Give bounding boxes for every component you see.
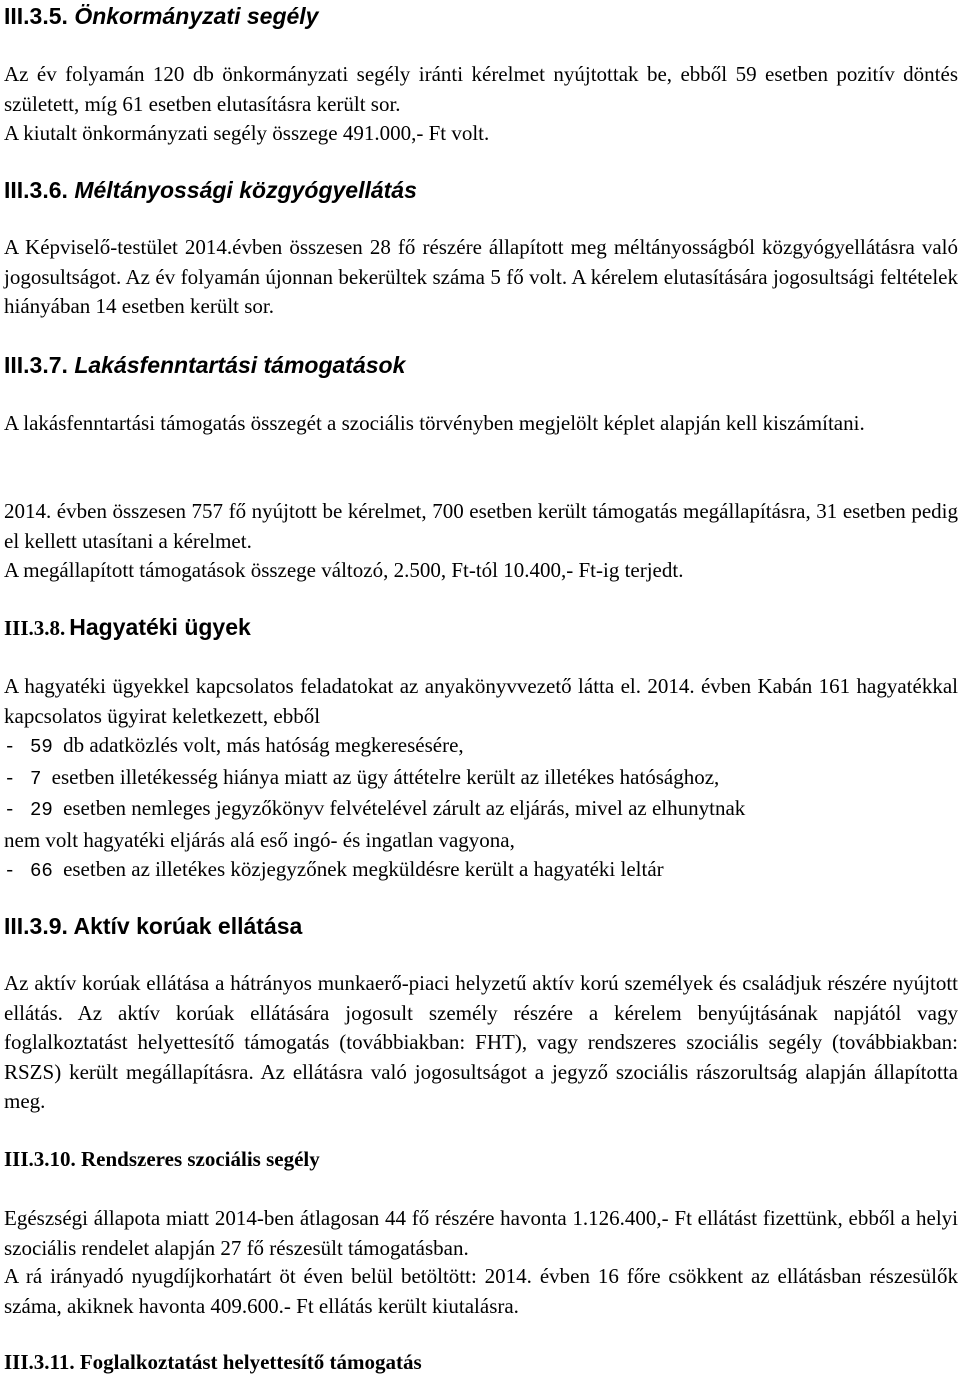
heading-title: Hagyatéki ügyek bbox=[69, 614, 251, 640]
paragraph-aktiv-koruak: Az aktív korúak ellátása a hátrányos munkaerő-piaci helyzetű aktív korú személyek és családjuk részére nyújtott ellátás. Az aktív korúak ellátására jogosult személy részére a kérelem benyújtásának napjától vagy foglalkoztatást helyettesítő támogatás (továbbiakban: FHT), vagy rendszeres szociális segély (továbbiakban: RSZS) került megállapításra. Az ellátásra való jogosultságot a jegyző szociális rászorultság alapján állapította meg. bbox=[4, 971, 958, 1113]
hagyateki-list bbox=[4, 731, 958, 887]
heading-iii-3-11: III.3.11. Foglalkoztatást helyettesítő támogatás bbox=[4, 1350, 422, 1374]
list-dash: - bbox=[4, 767, 16, 790]
list-text: db adatközlés volt, más hatóság megkeresésére, bbox=[63, 733, 464, 757]
heading-title: Lakásfenntartási támogatások bbox=[74, 352, 406, 378]
list-text: esetben illetékesség hiánya miatt az ügy áttételre került az illetékes hatósághoz, bbox=[51, 764, 720, 789]
paragraph-lakasfenntartasi-kerelmek: 2014. évben összesen 757 fő nyújtott be kérelmet, 700 esetben került támogatás megállapításra, 31 esetben pedig el kellett utasítani a kérelmet. bbox=[4, 499, 958, 553]
list-number: 66 bbox=[30, 860, 53, 882]
list-number: 29 bbox=[30, 799, 53, 821]
paragraph-rendszeres-segely-2: A rá irányadó nyugdíjkorhatárt öt éven belül betöltött: 2014. évben 16 főre csökkent az ellátásban részesülők száma, akiknek havonta 409.600.- Ft ellátás került kiutalásra. bbox=[4, 1264, 958, 1318]
heading-iii-3-6 bbox=[4, 176, 958, 204]
heading-number: III.3.5. bbox=[4, 3, 68, 29]
list-number: 59 bbox=[30, 736, 53, 758]
paragraph-hagyateki: A hagyatéki ügyekkel kapcsolatos feladatokat az anyakönyvvezető látta el. 2014. évben Kabán 161 hagyatékkal kapcsolatos ügyirat keletkezett, ebből bbox=[4, 674, 958, 728]
list-text: esetben az illetékes közjegyzőnek megküldésre került a hagyatéki leltár bbox=[63, 857, 664, 881]
list-dash: - bbox=[4, 736, 16, 758]
heading-iii-3-8 bbox=[4, 613, 958, 642]
paragraph-kiutalt-osszeg: A kiutalt önkormányzati segély összege 491.000,- Ft volt. bbox=[4, 121, 490, 145]
heading-iii-3-5 bbox=[4, 2, 958, 30]
heading-number: III.3.8. bbox=[4, 616, 66, 640]
heading-iii-3-10: III.3.10. Rendszeres szociális segély bbox=[4, 1147, 320, 1171]
list-item bbox=[4, 855, 958, 887]
paragraph-lakasfenntartasi-szamitas: A lakásfenntartási támogatás összegét a szociális törvényben megjelölt képlet alapján kell kiszámítani. bbox=[4, 411, 865, 435]
paragraph-onkormanyzati-segely: Az év folyamán 120 db önkormányzati segély iránti kérelmet nyújtottak be, ebből 59 esetben pozitív döntés született, míg 61 esetben elutasításra került sor. bbox=[4, 62, 958, 116]
list-dash: - bbox=[4, 799, 16, 821]
heading-number: III.3.9. bbox=[4, 913, 68, 939]
heading-title: Aktív korúak ellátása bbox=[73, 913, 303, 939]
paragraph-rendszeres-segely-1: Egészségi állapota miatt 2014-ben átlagosan 44 fő részére havonta 1.126.400,- Ft ellátást fizettünk, ebből a helyi szociális rendelet alapján 27 fő részesült támogatásban. bbox=[4, 1206, 958, 1260]
heading-iii-3-7 bbox=[4, 351, 958, 379]
paragraph-lakasfenntartasi-osszeg: A megállapított támogatások összege változó, 2.500, Ft-tól 10.400,- Ft-ig terjedt. bbox=[4, 558, 684, 582]
heading-title: Méltányossági közgyógyellátás bbox=[74, 177, 417, 203]
list-continuation: nem volt hagyatéki eljárás alá eső ingó- és ingatlan vagyona, bbox=[4, 827, 515, 852]
heading-number: III.3.7. bbox=[4, 352, 68, 378]
list-dash: - bbox=[4, 860, 16, 882]
list-item bbox=[4, 763, 958, 795]
list-item bbox=[4, 731, 958, 763]
heading-title: Önkormányzati segély bbox=[74, 3, 319, 29]
heading-iii-3-9 bbox=[4, 912, 958, 940]
paragraph-meltanyossagi: A Képviselő-testület 2014.évben összesen 28 fő részére állapított meg méltányosságból közgyógyellátásra való jogosultságot. Az év folyamán újonnan bekerültek száma 5 fő volt. A kérelem elutasítására jogosultsági feltételek hiányában 14 esetben került sor. bbox=[4, 235, 958, 318]
list-number: 7 bbox=[30, 767, 42, 790]
heading-number: III.3.6. bbox=[4, 177, 68, 203]
list-text: esetben nemleges jegyzőkönyv felvételével zárult az eljárás, mivel az elhunytnak bbox=[63, 796, 746, 820]
list-item bbox=[4, 794, 958, 826]
